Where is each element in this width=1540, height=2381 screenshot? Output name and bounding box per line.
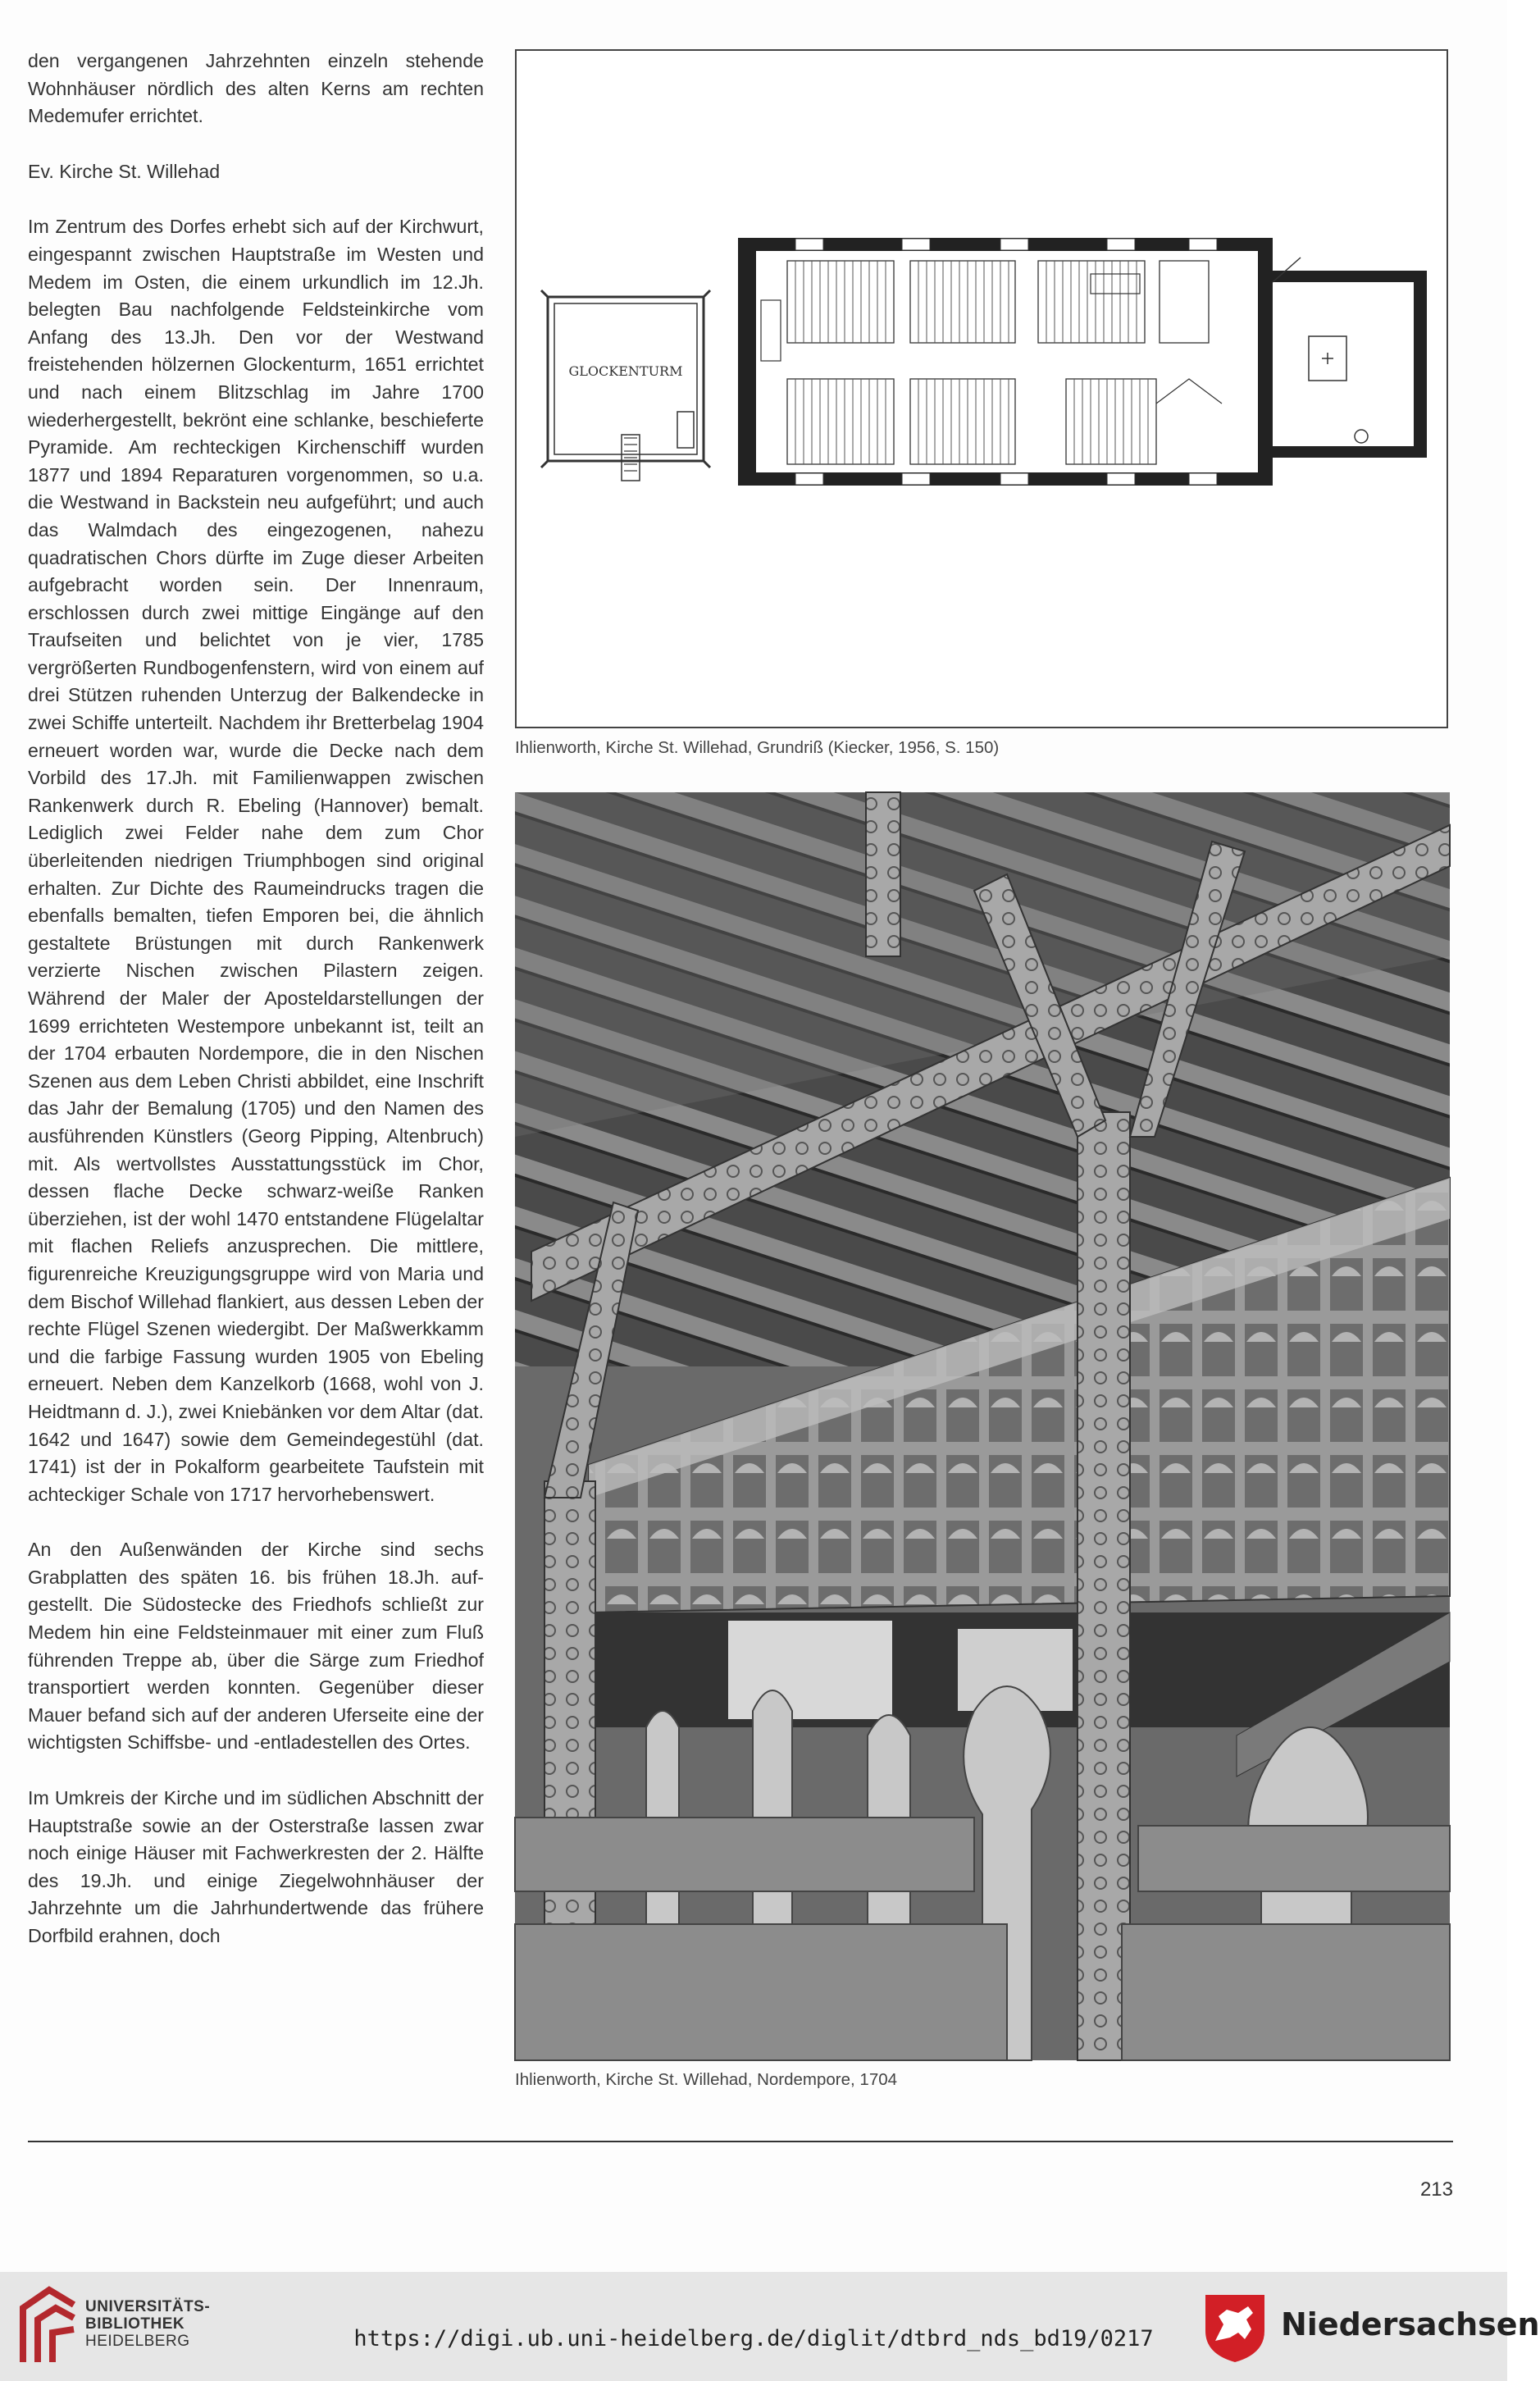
body-paragraph-3: Im Umkreis der Kirche und im südlichen Abschnitt der Hauptstraße sowie an der Osterstraße lassen zwar noch einige Häuser mit Fachwerkresten der 2. Hälfte des 19.Jh. und einige Ziegelwohnhäuser der Jahrzehnte um die Jahrhundertwende das frühere Dorfbild erahnen, doch: [28, 1787, 484, 1946]
digitization-footer: [0, 2272, 1540, 2381]
gallery-photo-illustration: [515, 792, 1450, 2060]
body-text-column: [28, 48, 484, 1950]
pews-north: [787, 261, 1209, 464]
page-number: 213: [1419, 2178, 1453, 2201]
lower-saxony-coat-of-arms-icon: [1202, 2292, 1268, 2364]
plan-caption: Ihlienworth, Kirche St. Willehad, Grundriß (Kiecker, 1956, S. 150): [515, 738, 1000, 757]
interior-photo-north-gallery: [515, 792, 1450, 2060]
source-url-link[interactable]: https://digi.ub.uni-heidelberg.de/diglit/dtbrd_nds_bd19/0217: [353, 2326, 1154, 2351]
photo-caption: Ihlienworth, Kirche St. Willehad, Nordempore, 1704: [515, 2070, 898, 2089]
footer-rule: [28, 2141, 1453, 2142]
floor-plan-figure: [515, 49, 1448, 728]
state-name: Niedersachsen: [1281, 2306, 1540, 2342]
floor-plan-drawing: [517, 51, 1447, 727]
bell-tower-label: GLOCKENTURM: [568, 363, 683, 379]
body-paragraph-2: An den Außenwänden der Kirche sind sechs Grabplatten des späten 16. bis frühen 18.Jh. aufgestellt. Die Südostecke des Friedhofs schließt zur Medem hin eine Feldsteinmauer mit einer zum Fluß führenden Treppe ab, über die Särge zum Friedhof transportiert werden konnten. Gegenüber dieser Mauer befand sich auf der anderen Uferseite eine der wichtigsten Schiffsbe- und -entladestellen des Ortes.: [28, 1539, 484, 1754]
intro-paragraph: den vergangenen Jahrzehnten einzeln stehende Wohnhäuser nördlich des alten Kerns am rechten Medemufer errichtet.: [28, 50, 484, 127]
section-heading: Ev. Kirche St. Willehad: [28, 160, 221, 182]
body-paragraph-1: Im Zentrum des Dorfes erhebt sich auf der Kirchwurt, eingespannt zwischen Hauptstraße im Westen und Medem im Osten, die einem urkundlich im 12.Jh. belegten Bau nachfolgende Feldsteinkirche vom Anfang des 13.Jh. Den vor der Westwand freistehenden hölzernen Glockenturm, 1651 errichtet und nach einem Blitzschlag im Jahre 1700 wiederhergestellt, bekrönt eine schlanke, beschieferte Pyramide. Am rechteckigen Kirchenschiff wurden 1877 und 1894 Reparaturen vorgenommen, so u.a. die Westwand in Backstein neu aufgeführt; und auch das Walmdach des eingezogenen, nahezu quadratischen Chors dürfte im Zuge dieser Arbeiten aufgebracht worden sein. Der Innenraum, erschlossen durch zwei mittige Eingänge auf den Traufseiten und belichtet von je vier, 1785 vergrößerten Rundbogenfenstern, wird von einem auf drei Stützen ruhenden Unterzug der Balkendecke in zwei Schiffe unterteilt. Nachdem ihr Bretterbelag 1904 erneuert worden war, wurde die Decke nach dem Vorbild des 17.Jh. mit Familienwappen zwischen Rankenwerk durch R. Ebeling (Hannover) bemalt. Lediglich zwei Felder nahe dem zum Chor überleitenden niedrigen Triumphbogen sind original erhalten. Zur Dichte des Raumeindrucks tragen die ebenfalls bemalten, tiefen Emporen bei, die ähnlich gestaltete Brüstungen mit durch Rankenwerk verzierte Nischen zwischen Pilastern zeigen. Während der Maler der Aposteldarstellungen der 1699 errichteten Westempore unbekannt ist, teilt an der 1704 erbauten Nordempore, die in den Nischen Szenen aus dem Leben Christi abbildet, eine Inschrift das Jahr der Bemalung (1705) und den Namen des ausführenden Künstlers (Georg Pipping, Altenbruch) mit. Als wertvollstes Ausstattungsstück im Chor, dessen flache Decke schwarz-weiße Ranken überziehen, ist der wohl 1470 entstandene Flügelaltar mit flachen Reliefs anzusprechen. Die mittlere, figurenreiche Kreuzigungsgruppe wird von Maria und dem Bischof Willehad flankiert, aus dessen Leben der rechte Flügel Szenen wiedergibt. Der Maßwerkkamm und die farbige Fassung wurden 1905 von Ebeling erneuert. Neben dem Kanzelkorb (1668, wohl von J. Heidtmann d. J.), zwei Kniebänken vor dem Altar (dat. 1642 und 1647) sowie dem Gemeindegestühl (dat. 1741) ist der in Pokalform gearbeitete Taufstein mit achteckiger Schale von 1717 hervorhebenswert.: [28, 216, 484, 1505]
university-library-name: UNIVERSITÄTS- BIBLIOTHEK HEIDELBERG: [85, 2298, 211, 2350]
